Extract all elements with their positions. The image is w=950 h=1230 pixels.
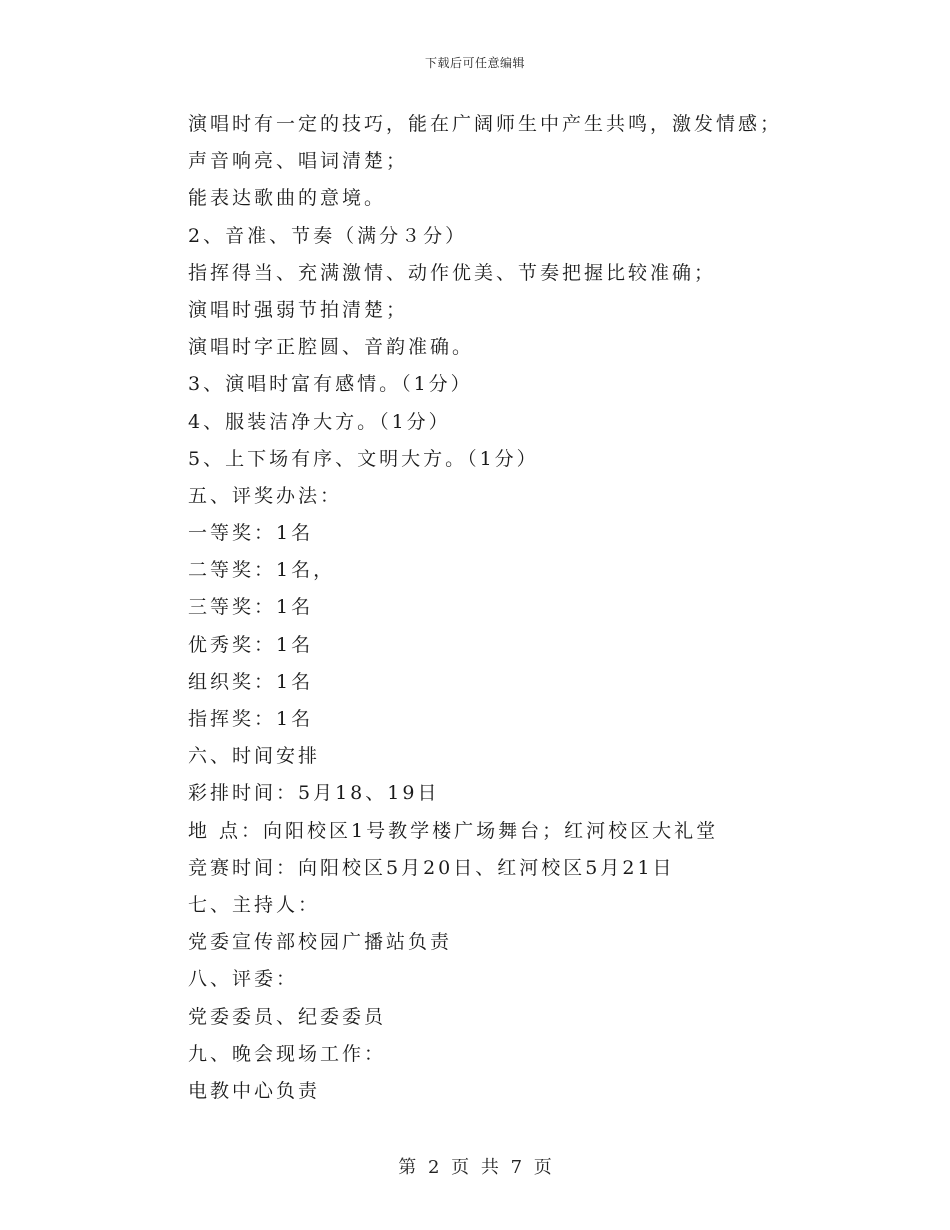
- text-line: 指挥得当、充满激情、动作优美、节奏把握比较准确；: [188, 261, 717, 284]
- text-line: 竞赛时间：向阳校区5月20日、红河校区5月21日: [188, 856, 675, 879]
- section-item-heading: 5、上下场有序、文明大方。（1分）: [188, 447, 539, 470]
- section-heading: 八、评委：: [188, 968, 299, 991]
- award-item: 一等奖：1名: [188, 522, 314, 545]
- section-item-heading: 3、演唱时富有感情。（1分）: [188, 373, 473, 396]
- award-item: 指挥奖：1名: [188, 708, 314, 730]
- text-line: 党委委员、纪委委员: [188, 1005, 387, 1028]
- page-number-footer: 第 2 页 共 7 页: [398, 1157, 552, 1178]
- award-item: 三等奖：1名: [188, 596, 314, 619]
- award-item: 二等奖：1名，: [188, 559, 336, 582]
- text-line: 党委宣传部校园广播站负责: [188, 931, 453, 954]
- section-heading: 六、时间安排: [188, 745, 321, 768]
- text-line: 地 点：向阳校区1号教学楼广场舞台；红河校区大礼堂: [188, 819, 719, 842]
- text-line: 电教中心负责: [188, 1079, 321, 1102]
- section-item-heading: 2、音准、节奏（满分３分）: [188, 224, 468, 247]
- section-heading: 九、晚会现场工作：: [188, 1042, 387, 1065]
- section-heading: 五、评奖办法：: [188, 484, 343, 507]
- text-line: 演唱时字正腔圆、音韵准确。: [188, 336, 475, 359]
- award-item: 优秀奖：1名: [188, 633, 314, 656]
- text-line: 彩排时间：5月18、19日: [188, 782, 440, 805]
- text-line: 演唱时强弱节拍清楚；: [188, 298, 409, 321]
- section-item-heading: 4、服装洁净大方。（1分）: [188, 410, 451, 433]
- page-header: 下载后可任意编辑: [424, 56, 525, 70]
- document-body: [188, 106, 808, 1110]
- text-line: 能表达歌曲的意境。: [188, 187, 387, 210]
- award-item: 组织奖：1名: [188, 670, 314, 693]
- section-heading: 七、主持人：: [188, 893, 321, 916]
- text-line: 声音响亮、唱词清楚；: [188, 150, 409, 173]
- text-line: 演唱时有一定的技巧，能在广阔师生中产生共鸣，激发情感；: [188, 113, 783, 135]
